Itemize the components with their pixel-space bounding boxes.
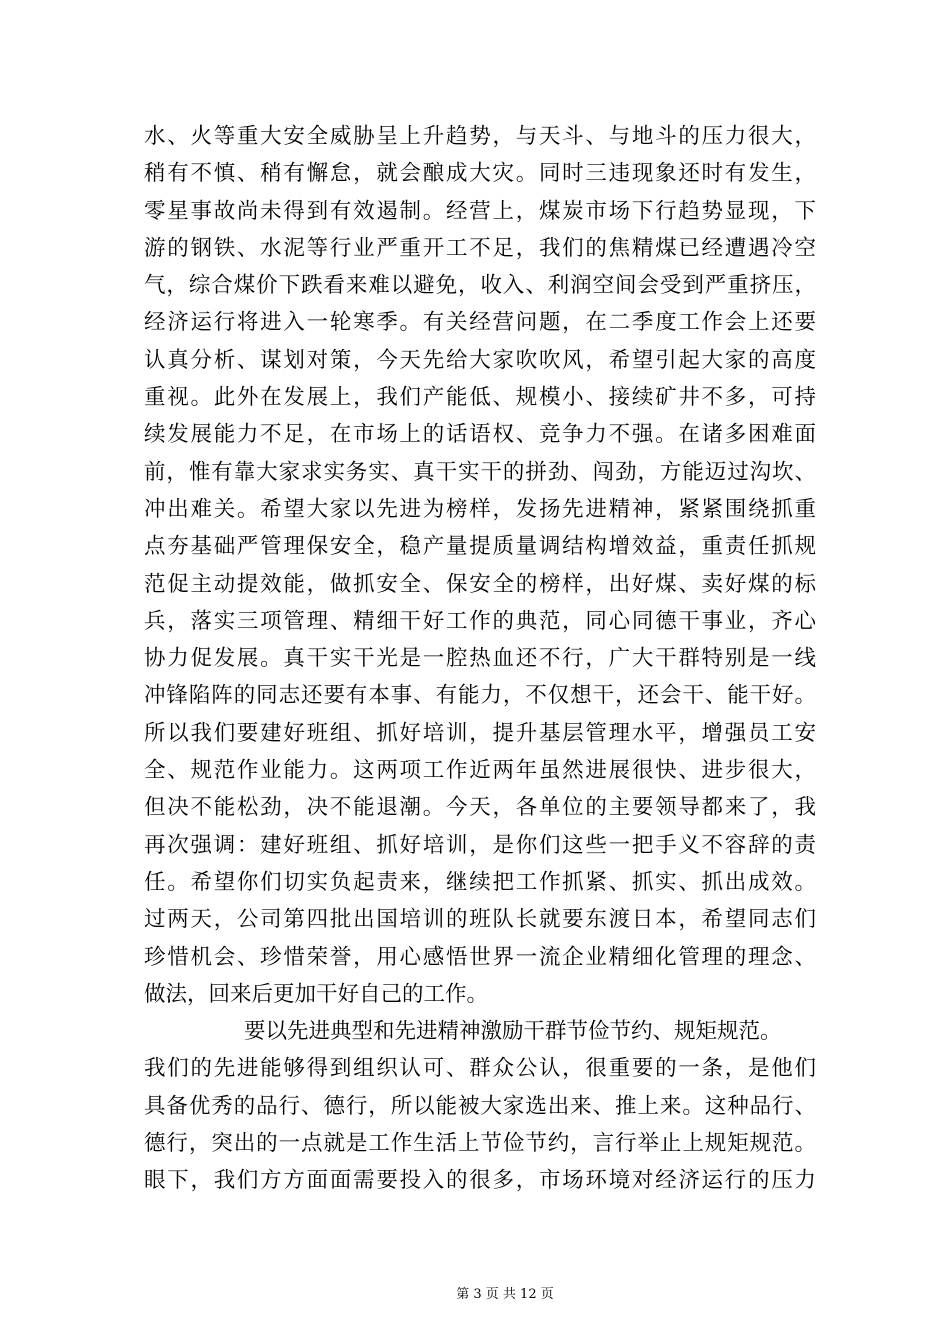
text-line: 点夯基础严管理保安全，稳产量提质量调结构增效益，重责任抓规 [144, 534, 816, 560]
text-line: 过两天，公司第四批出国培训的班队长就要东渡日本，希望同志们 [144, 907, 816, 933]
text-line: 游的钢铁、水泥等行业严重开工不足，我们的焦精煤已经遭遇冷空 [144, 235, 816, 261]
text-line: 经济运行将进入一轮寒季。有关经营问题，在二季度工作会上还要 [144, 310, 816, 336]
text-line: 零星事故尚未得到有效遏制。经营上，煤炭市场下行趋势显现，下 [144, 198, 816, 224]
text-line: 范促主动提效能，做抓安全、保安全的榜样，出好煤、卖好煤的标 [144, 571, 816, 597]
text-line: 稍有不慎、稍有懈怠，就会酿成大灾。同时三违现象还时有发生， [144, 161, 816, 187]
text-line: 气，综合煤价下跌看来难以避免，收入、利润空间会受到严重挤压， [144, 273, 816, 299]
paragraph-heading-line: 要以先进典型和先进精神激励干群节俭节约、规矩规范。 [244, 1019, 782, 1045]
text-line: 任。希望你们切实负起责来，继续把工作抓紧、抓实、抓出成效。 [144, 869, 816, 895]
text-line: 具备优秀的品行、德行，所以能被大家选出来、推上来。这种品行、 [144, 1093, 816, 1119]
text-line: 所以我们要建好班组、抓好培训，提升基层管理水平，增强员工安 [144, 720, 816, 746]
body-text [144, 118, 816, 1200]
text-line: 但决不能松劲，决不能退潮。今天，各单位的主要领导都来了，我 [144, 795, 816, 821]
text-line: 全、规范作业能力。这两项工作近两年虽然进展很快、进步很大， [144, 758, 816, 784]
text-line: 冲锋陷阵的同志还要有本事、有能力，不仅想干，还会干、能干好。 [144, 683, 816, 709]
text-line: 再次强调：建好班组、抓好培训，是你们这些一把手义不容辞的责 [144, 832, 816, 858]
text-line: 协力促发展。真干实干光是一腔热血还不行，广大干群特别是一线 [144, 646, 816, 672]
text-line: 珍惜机会、珍惜荣誉，用心感悟世界一流企业精细化管理的理念、 [144, 944, 816, 970]
text-line: 续发展能力不足，在市场上的话语权、竞争力不强。在诸多困难面 [144, 422, 816, 448]
text-line: 我们的先进能够得到组织认可、群众公认，很重要的一条，是他们 [144, 1056, 816, 1082]
text-line: 德行，突出的一点就是工作生活上节俭节约，言行举止上规矩规范。 [144, 1131, 816, 1157]
text-line: 重视。此外在发展上，我们产能低、规模小、接续矿井不多，可持 [144, 385, 816, 411]
text-line: 做法，回来后更加干好自己的工作。 [144, 981, 489, 1007]
text-line: 眼下，我们方方面面需要投入的很多，市场环境对经济运行的压力 [144, 1168, 816, 1194]
text-line: 认真分析、谋划对策，今天先给大家吹吹风，希望引起大家的高度 [144, 347, 816, 373]
text-line: 前，惟有靠大家求实务实、真干实干的拼劲、闯劲，方能迈过沟坎、 [144, 459, 816, 485]
page-number-footer: 第 3 页 共 12 页 [456, 1287, 554, 1302]
text-line: 水、火等重大安全威胁呈上升趋势，与天斗、与地斗的压力很大， [144, 124, 816, 149]
text-line: 冲出难关。希望大家以先进为榜样，发扬先进精神，紧紧围绕抓重 [144, 496, 816, 522]
text-line: 兵，落实三项管理、精细干好工作的典范，同心同德干事业，齐心 [144, 608, 816, 634]
